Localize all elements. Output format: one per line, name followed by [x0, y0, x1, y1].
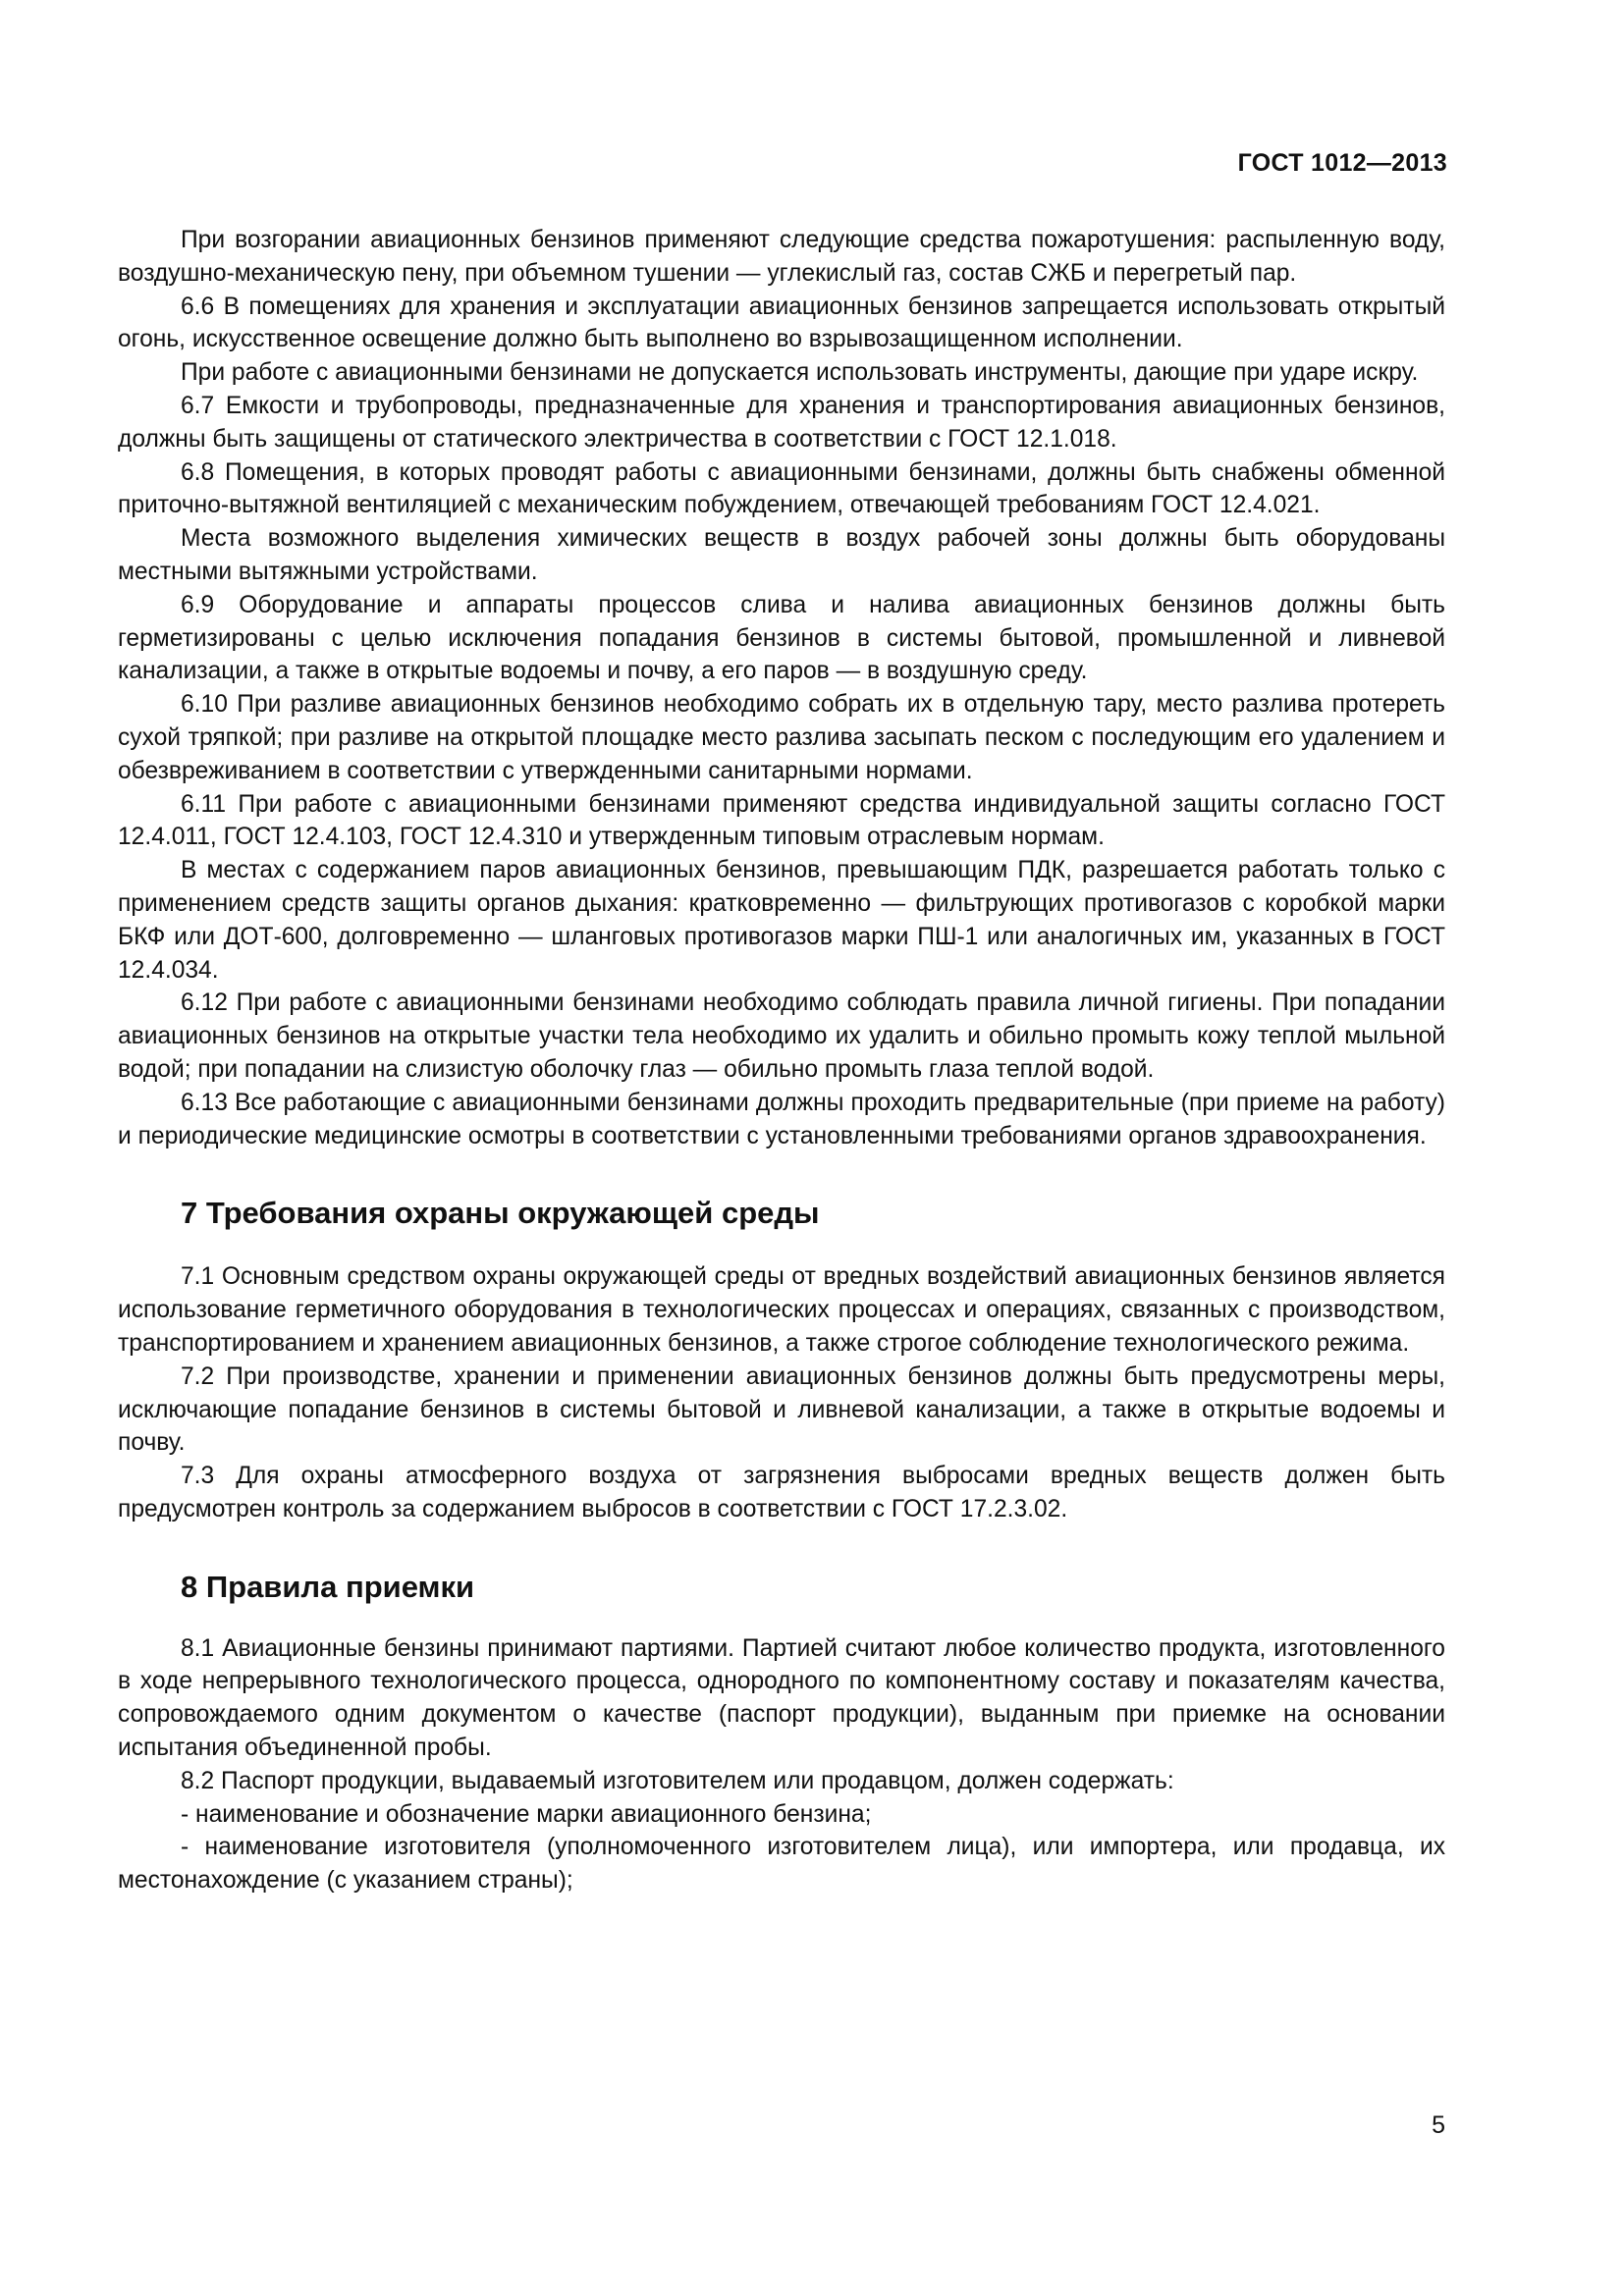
paragraph: 6.13 Все работающие с авиационными бензинами должны проходить предварительные (при приеме на работу) и периодические медицинские осмотры в соответствии с установленными требованиями органов здравоохранения. — [118, 1089, 1445, 1149]
paragraph: Места возможного выделения химических веществ в воздух рабочей зоны должны быть оборудованы местными вытяжными устройствами. — [118, 525, 1445, 585]
paragraph: При возгорании авиационных бензинов применяют следующие средства пожаротушения: распыленную воду, воздушно-механическую пену, при объемном тушении — углекислый газ, состав СЖБ и перегретый пар. — [118, 227, 1445, 287]
list-item: - наименование изготовителя (уполномоченного изготовителем лица), или импортера, или продавца, их местонахождение (с указанием страны); — [118, 1834, 1445, 1895]
list-item: - наименование и обозначение марки авиационного бензина; — [181, 1800, 872, 1828]
paragraph: 6.8 Помещения, в которых проводят работы с авиационными бензинами, должны быть снабжены обменной приточно-вытяжной вентиляцией с механическим побуждением, отвечающей требованиям ГОСТ 12.4.021. — [118, 458, 1445, 519]
paragraph: 7.1 Основным средством охраны окружающей среды от вредных воздействий авиационных бензинов является использование герметичного оборудования в технологических процессах и операциях, связанных с производством, транспортированием и хранением авиационных бензинов, а также строгое соблюдение технологического режима. — [118, 1263, 1445, 1357]
document-code: ГОСТ 1012—2013 — [1237, 149, 1447, 177]
paragraph: 8.2 Паспорт продукции, выдаваемый изготовителем или продавцом, должен содержать: — [181, 1767, 1174, 1794]
paragraph: 7.3 Для охраны атмосферного воздуха от загрязнения выбросами вредных веществ должен быть предусмотрен контроль за содержанием выбросов в соответствии с ГОСТ 17.2.3.02. — [118, 1463, 1445, 1522]
paragraph: 8.1 Авиационные бензины принимают партиями. Партией считают любое количество продукта, изготовленного в ходе непрерывного технологического процесса, однородного по компонентному составу и показателям качества, сопровождаемого одним документом о качестве (паспорт продукции), выданным при приемке на основании испытания объединенной пробы. — [118, 1634, 1445, 1762]
page-number: 5 — [1432, 2111, 1445, 2139]
page-body — [118, 224, 1445, 1897]
paragraph: 6.10 При разливе авиационных бензинов необходимо собрать их в отдельную тару, место разлива протереть сухой тряпкой; при разливе на открытой площадке место разлива засыпать песком с последующим его удалением и обезвреживанием в соответствии с утвержденными санитарными нормами. — [118, 691, 1445, 784]
paragraph: 6.7 Емкости и трубопроводы, предназначенные для хранения и транспортирования авиационных бензинов, должны быть защищены от статического электричества в соответствии с ГОСТ 12.1.018. — [118, 392, 1445, 453]
paragraph: 6.11 При работе с авиационными бензинами применяют средства индивидуальной защиты согласно ГОСТ 12.4.011, ГОСТ 12.4.103, ГОСТ 12.4.310 и утвержденным типовым отраслевым нормам. — [118, 790, 1445, 851]
section-heading-7: 7 Требования охраны окружающей среды — [181, 1196, 820, 1231]
paragraph: В местах с содержанием паров авиационных бензинов, превышающим ПДК, разрешается работать только с применением средств защиты органов дыхания: кратковременно — фильтрующих противогазов с коробкой марки БКФ или ДОТ-600, долговременно — шланговых противогазов марки ПШ-1 или аналогичных им, указанных в ГОСТ 12.4.034. — [118, 857, 1445, 984]
section-heading-8: 8 Правила приемки — [181, 1569, 475, 1604]
paragraph: При работе с авиационными бензинами не допускается использовать инструменты, дающие при ударе искру. — [181, 359, 1419, 387]
paragraph: 6.6 В помещениях для хранения и эксплуатации авиационных бензинов запрещается использовать открытый огонь, искусственное освещение должно быть выполнено во взрывозащищенном исполнении. — [118, 293, 1445, 353]
paragraph: 6.12 При работе с авиационными бензинами необходимо соблюдать правила личной гигиены. При попадании авиационных бензинов на открытые участки тела необходимо их удалить и обильно промыть кожу теплой мыльной водой; при попадании на слизистую оболочку глаз — обильно промыть глаза теплой водой. — [118, 989, 1445, 1083]
paragraph: 6.9 Оборудование и аппараты процессов слива и налива авиационных бензинов должны быть герметизированы с целью исключения попадания бензинов в системы бытовой, промышленной и ливневой канализации, а также в открытые водоемы и почву, а его паров — в воздушную среду. — [118, 591, 1445, 685]
paragraph: 7.2 При производстве, хранении и применении авиационных бензинов должны быть предусмотрены меры, исключающие попадание бензинов в системы бытовой и ливневой канализации, а также в открытые водоемы и почву. — [118, 1362, 1445, 1457]
